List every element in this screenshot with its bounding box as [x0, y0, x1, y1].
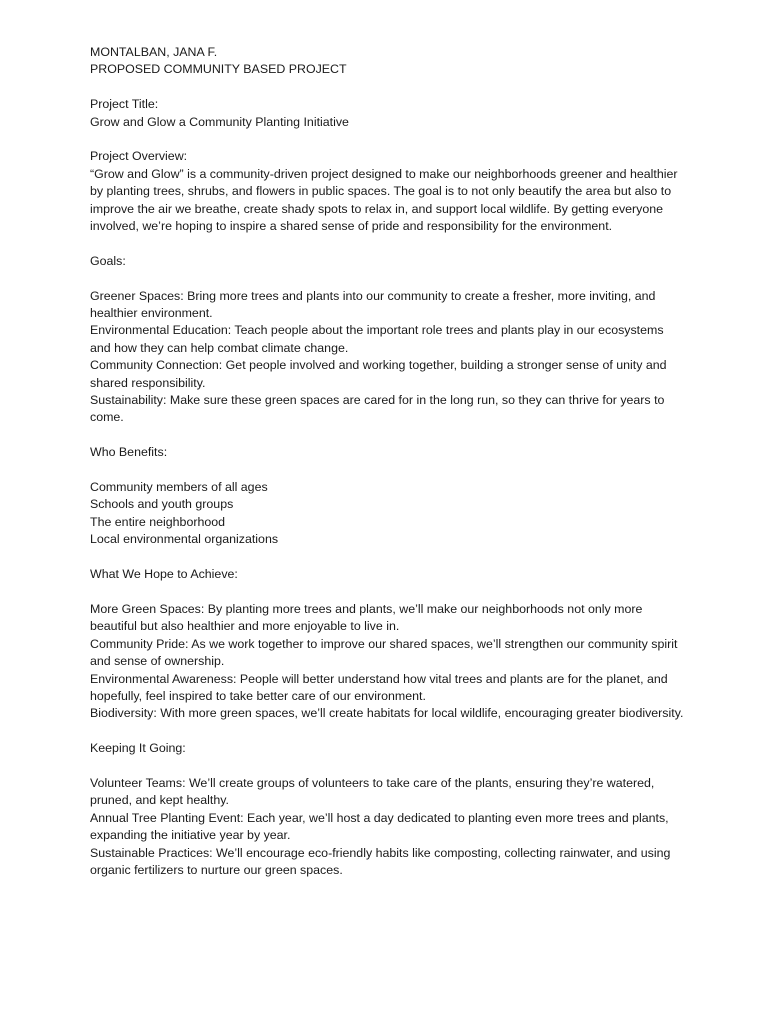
- goal-item: Community Connection: Get people involved and working together, building a stronger sense of unity and shared responsibility.: [90, 358, 667, 390]
- goal-item: Greener Spaces: Bring more trees and plants into our community to create a fresher, more inviting, and healthier environment.: [90, 288, 656, 321]
- author-name: MONTALBAN, JANA F.: [90, 45, 218, 59]
- achieve-item: Environmental Awareness: People will better understand how vital trees and plants are for the planet, and hopefully, feel inspired to take better care of our environment.: [90, 671, 668, 703]
- beneficiary-item: Local environmental organizations: [90, 532, 279, 547]
- achieve-section: [90, 566, 685, 723]
- achieve-item: More Green Spaces: By planting more trees and plants, we’ll make our neighborhoods not only more beautiful but also healthier and more enjoyable to live in.: [90, 601, 643, 634]
- sustain-item: Volunteer Teams: We’ll create groups of volunteers to take care of the plants, ensuring they’re watered, pruned, and kept healthy.: [90, 775, 655, 808]
- beneficiary-item: Schools and youth groups: [90, 497, 234, 512]
- goal-item: Environmental Education: Teach people about the important role trees and plants play in our ecosystems and how they can help combat climate change.: [90, 323, 664, 355]
- achieve-label: What We Hope to Achieve:: [90, 567, 238, 582]
- header-block: [90, 44, 685, 79]
- document-type: PROPOSED COMMUNITY BASED PROJECT: [90, 62, 347, 77]
- sustain-section: [90, 740, 685, 879]
- beneficiaries-section: [90, 444, 685, 548]
- goals-section: [90, 253, 685, 427]
- achieve-item: Community Pride: As we work together to improve our shared spaces, we’ll strengthen our community spirit and sense of ownership.: [90, 636, 678, 669]
- beneficiary-item: Community members of all ages: [90, 480, 268, 495]
- document-body: [90, 44, 685, 879]
- project-overview-section: [90, 148, 685, 235]
- goals-label: Goals:: [90, 253, 126, 268]
- overview-label: Project Overview:: [90, 149, 188, 164]
- goal-item: Sustainability: Make sure these green spaces are cared for in the long run, so they can thrive for years to come.: [90, 393, 665, 425]
- project-title-section: [90, 96, 685, 131]
- project-title-label: Project Title:: [90, 97, 159, 112]
- beneficiary-item: The entire neighborhood: [90, 514, 226, 529]
- beneficiaries-label: Who Benefits:: [90, 445, 168, 460]
- achieve-item: Biodiversity: With more green spaces, we’ll create habitats for local wildlife, encouraging greater biodiversity.: [90, 706, 684, 721]
- overview-text: “Grow and Glow” is a community-driven project designed to make our neighborhoods greener and healthier by planting trees, shrubs, and flowers in public spaces. The goal is to not only beautify the area but also to improve the air we breathe, create shady spots to relax in, and support local wildlife. By getting everyone involved, we’re hoping to inspire a shared sense of pride and responsibility for the environment.: [90, 166, 678, 234]
- project-title-value: Grow and Glow a Community Planting Initiative: [90, 114, 349, 129]
- sustain-item: Sustainable Practices: We’ll encourage eco-friendly habits like composting, collecting rainwater, and using organic fertilizers to nurture our green spaces.: [90, 845, 671, 877]
- sustain-label: Keeping It Going:: [90, 741, 186, 756]
- sustain-item: Annual Tree Planting Event: Each year, we’ll host a day dedicated to planting even more trees and plants, expanding the initiative year by year.: [90, 810, 669, 843]
